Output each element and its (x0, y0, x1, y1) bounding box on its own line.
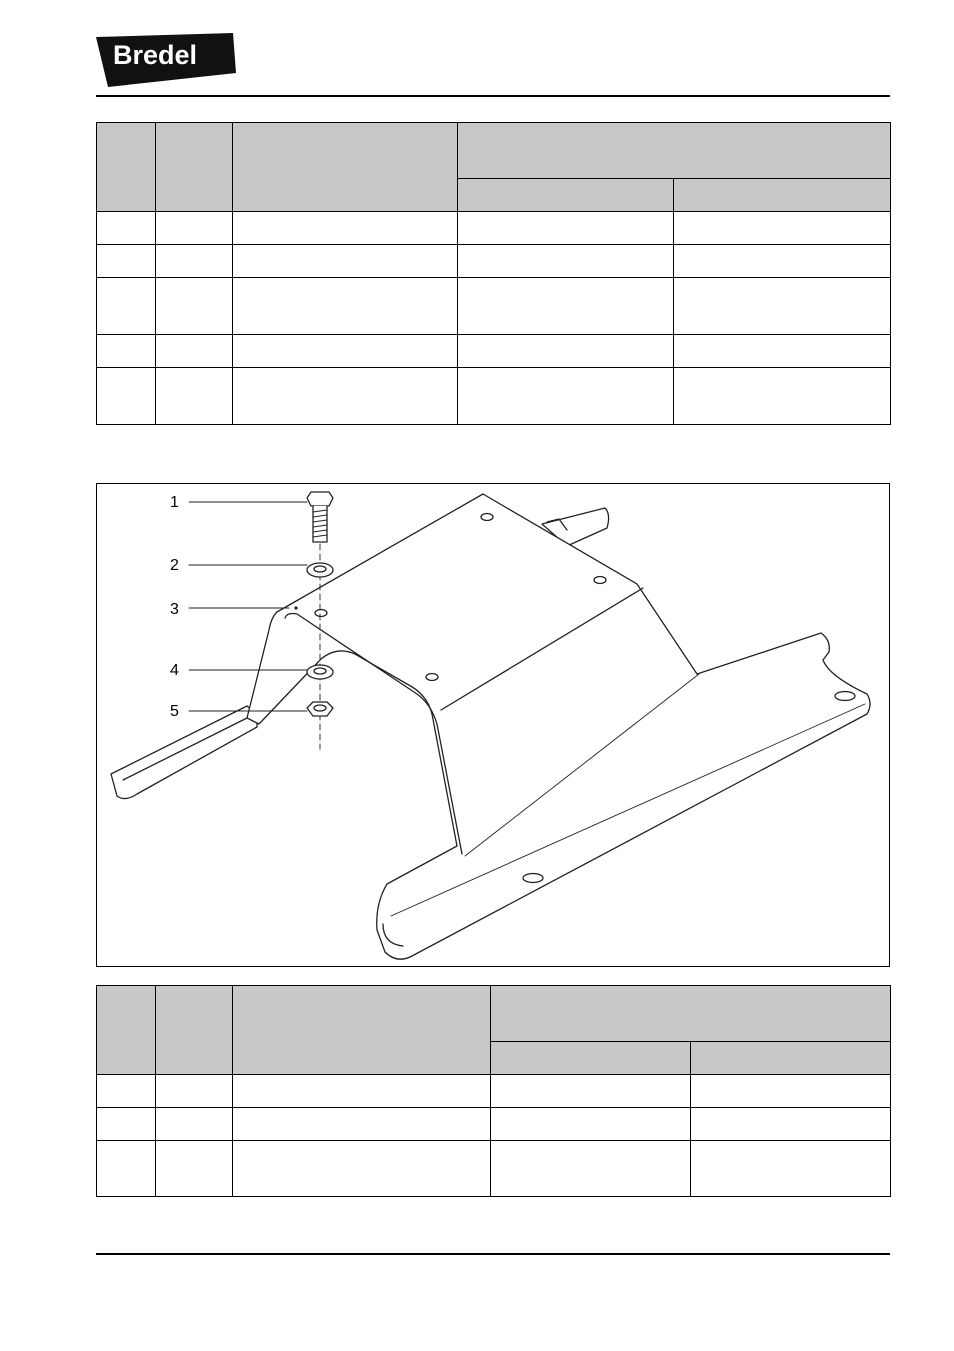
callout-1: 1 (170, 494, 179, 511)
header-cell (97, 123, 156, 212)
table-cell (156, 278, 233, 335)
table-cell (97, 1108, 156, 1141)
table-cell (156, 335, 233, 368)
table-cell (233, 1075, 491, 1108)
table-cell (491, 1108, 691, 1141)
table-cell (97, 1141, 156, 1197)
table-cell (233, 335, 458, 368)
header-cell (674, 179, 891, 212)
header-cell (156, 986, 233, 1075)
table-cell (458, 212, 674, 245)
table-cell (156, 368, 233, 425)
table-cell (97, 335, 156, 368)
table-cell (233, 1141, 491, 1197)
table-cell (458, 278, 674, 335)
table-cell (674, 335, 891, 368)
table-cell (674, 245, 891, 278)
header-cell (233, 123, 458, 212)
bredel-logo (96, 33, 236, 87)
table-row (97, 335, 891, 368)
bracket-drawing (97, 484, 889, 966)
header-cell (458, 179, 674, 212)
logo-text: Bredel (113, 40, 198, 70)
table-row (97, 1108, 891, 1141)
table-cell (97, 278, 156, 335)
table-cell (458, 335, 674, 368)
table-cell (491, 1075, 691, 1108)
table-cell (233, 212, 458, 245)
table-cell (156, 212, 233, 245)
table-cell (233, 1108, 491, 1141)
callout-3: 3 (170, 601, 179, 618)
table-row (97, 212, 891, 245)
table-cell (674, 368, 891, 425)
header-cell (97, 986, 156, 1075)
table-row (97, 245, 891, 278)
callout-4: 4 (170, 662, 179, 679)
table-cell (97, 245, 156, 278)
header-cell (458, 123, 891, 179)
header-cell (491, 1042, 691, 1075)
parts-table-1 (96, 122, 891, 425)
header-cell (691, 1042, 891, 1075)
table-cell (233, 368, 458, 425)
table-cell (674, 278, 891, 335)
header-cell (156, 123, 233, 212)
table-cell (97, 212, 156, 245)
table-cell (691, 1108, 891, 1141)
table-cell (97, 368, 156, 425)
header-rule (96, 95, 890, 97)
table-cell (156, 245, 233, 278)
table-cell (491, 1141, 691, 1197)
parts-table-2 (96, 985, 891, 1197)
table-cell (97, 1075, 156, 1108)
table-row (97, 278, 891, 335)
table-cell (233, 278, 458, 335)
table-cell (156, 1141, 233, 1197)
bracket-exploded-view (96, 483, 890, 967)
table-cell (233, 245, 458, 278)
table-row (97, 1075, 891, 1108)
table-cell (691, 1075, 891, 1108)
table-row (97, 368, 891, 425)
callout-2: 2 (170, 557, 179, 574)
table-cell (156, 1075, 233, 1108)
callout-5: 5 (170, 703, 179, 720)
header-cell (233, 986, 491, 1075)
table-cell (156, 1108, 233, 1141)
table-cell (691, 1141, 891, 1197)
footer-rule (96, 1253, 890, 1255)
header-cell (491, 986, 891, 1042)
table-cell (674, 212, 891, 245)
table-row (97, 1141, 891, 1197)
table-cell (458, 245, 674, 278)
table-cell (458, 368, 674, 425)
